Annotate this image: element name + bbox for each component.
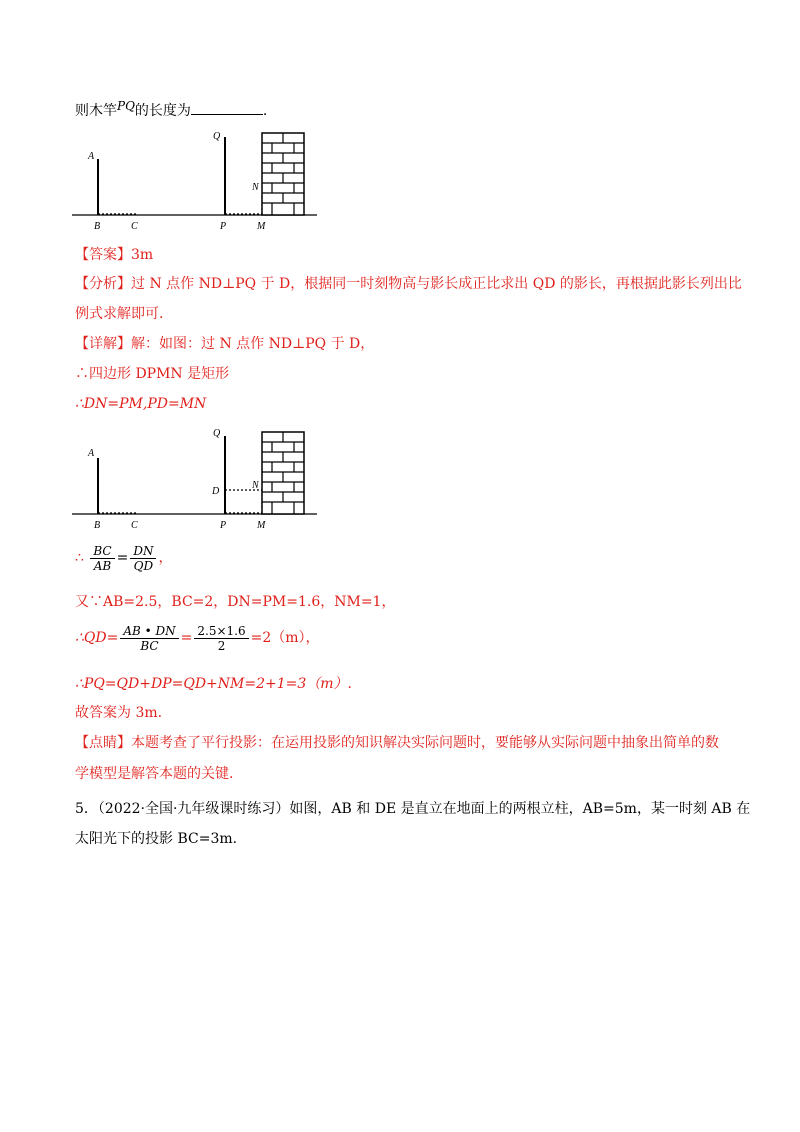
label-c: C: [131, 520, 138, 531]
conclusion-line: 故答案为 3m.: [75, 705, 163, 721]
qd-calc-line: ∴QD= $\frac{AB • DN}{BC}$ = $\frac{2.5\times 1.6}{2}$ =2（m），: [75, 623, 320, 653]
fraction-numeric: $\frac{2.5\times 1.6}{2}$: [194, 624, 248, 653]
brick-wall: [262, 133, 304, 215]
proportion-line: ∴ $\frac{BC}{AB}$ = $\frac{DN}{QD}$ ，: [75, 543, 173, 573]
next-question-line-2: 太阳光下的投影 BC=3m.: [75, 831, 238, 847]
next-question-line-1: 5．（2022·全国·九年级课时练习）如图，AB 和 DE 是直立在地面上的两根立柱，AB=5m，某一时刻 AB 在: [75, 801, 751, 817]
pq-calc-line: ∴PQ=QD+DP=QD+NM=2+1=3（m）.: [75, 676, 352, 692]
label-c: C: [131, 221, 138, 232]
answer-line: 【答案】3m: [75, 247, 154, 263]
detail-line-3: ∴DN=PM,PD=MN: [75, 396, 207, 412]
label-b: B: [94, 221, 101, 232]
given-line: 又∵AB=2.5，BC=2，DN=PM=1.6，NM=1，: [75, 594, 396, 610]
label-m: M: [257, 221, 266, 232]
answer-blank: [191, 100, 263, 115]
label-q: Q: [213, 428, 221, 439]
analysis-line-1: 【分析】过 N 点作 ND⊥PQ 于 D，根据同一时刻物高与影长成正比求出 QD 的影长，再根据此影长列出比: [75, 276, 742, 292]
label-p: P: [220, 520, 227, 531]
label-a: A: [88, 448, 95, 459]
label-q: Q: [213, 131, 221, 142]
comment-line-1: 【点睛】本题考查了平行投影：在运用投影的知识解决实际问题时，要能够从实际问题中抽象出简单的数: [75, 735, 719, 751]
figure-1: [70, 125, 320, 235]
detail-line-1: 【详解】解：如图：过 N 点作 ND⊥PQ 于 D，: [75, 336, 375, 352]
label-p: P: [220, 221, 227, 232]
label-d: D: [212, 486, 220, 497]
fraction-ab-dn-bc: $\frac{AB • DN}{BC}$: [120, 624, 178, 653]
detail-line-2: ∴四边形 DPMN 是矩形: [75, 366, 230, 382]
label-b: B: [94, 520, 101, 531]
label-m: M: [257, 520, 266, 531]
analysis-line-2: 例式求解即可.: [75, 306, 164, 322]
label-a: A: [88, 151, 95, 162]
brick-wall: [262, 432, 304, 514]
fraction-bc-ab: $\frac{BC}{AB}$: [90, 544, 114, 573]
question-tail: 则木竿PQ的长度为 .: [75, 99, 268, 119]
label-n: N: [252, 182, 259, 193]
figure-2: [70, 424, 320, 534]
label-n: N: [252, 480, 259, 491]
comment-line-2: 学模型是解答本题的关键.: [75, 766, 234, 782]
fraction-dn-qd: $\frac{DN}{QD}$: [130, 544, 156, 573]
